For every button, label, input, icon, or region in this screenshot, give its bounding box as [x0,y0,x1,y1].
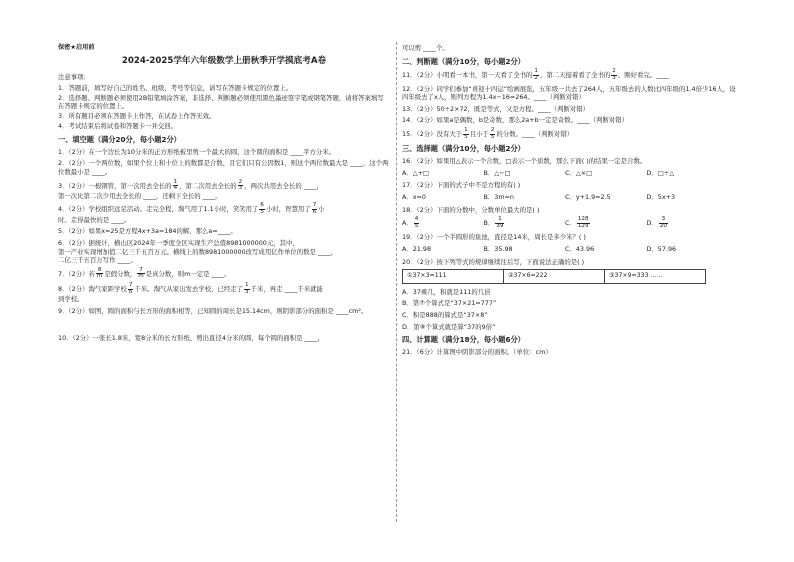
fraction: $\frac{1}{5}$ [464,127,468,140]
question-16: 16．（2分）如果用△表示一个合数，□表示一个质数，那么下面( )的结果一定是合数。 [402,157,647,166]
option: A．△+□ [402,168,430,177]
figure-space [58,318,390,334]
question-4: 4．（2分）学校组织远足活动。走完全程，淘气用了1.1小时，笑笑用了 $\frac{6}{5}$ 小时，智慧用了 $\frac{7}{6}$ 小 时。走得最快的是 ____。 [58,202,325,224]
option-20c: C．积是888的算式是“37×8” [402,310,488,319]
page-title: 2024-2025学年六年级数学上册秋季开学摸底考A卷 [121,56,327,67]
question-18: 18．（2分）下面的分数中，分数单位最大的是( ) [402,205,540,214]
option: A． $\frac{4}{5}$ [402,216,419,229]
notice-item: 1．答题前，填写好自己的姓名、班级、考号等信息，请写在答题卡规定的位置上。 [58,83,293,92]
fraction: $\frac{7}{m}$ [138,266,144,280]
question-2: 2．（2分）一个两位数，如果个位上和十位上的数都是合数，且它们只有公因数1，则这个两位数最大是 ____，这个两位数最小是 ____。 [58,159,389,176]
notice-block [58,73,390,131]
option-20d: D．第⑧个算式就是算“37的9倍” [402,322,496,331]
question-10-end: 可以剪 ____个。 [402,44,449,52]
option: C．43.96 [565,245,595,254]
question-15: 15．（2分）没有大于 $\frac{1}{5}$ 且小于 $\frac{2}{5}$ 的分数。____（判断对错） [402,127,574,140]
column-divider [396,42,397,522]
question-20: 20．（2分）按下列等式的规律继续往后写，下面说法正确的是( ) [402,257,585,266]
equation-cell: ③37×9=333 …… [609,272,663,280]
fraction: $\frac{7}{6}$ [312,202,317,216]
option: B．35.98 [483,245,513,254]
option: C．y+1.9=2.5 [565,192,611,201]
question-12: 12．（2分）同学们参加“喜迎十四运”绘画展览，五年级一共去了264人，五年级去的人数比四年级的1.4倍少16人，设四年级去了x人，则列方程为1.4x−16=264。____（判断对错） [402,84,736,102]
fraction: $\frac{2}{3}$ [238,178,243,192]
option: A．x=0 [402,192,426,201]
option: D．57.96 [646,245,677,254]
question-19: 19．（2分）一个半圆形的鱼池，直径是14米，周长是多少米？( ) [402,233,586,242]
option: D．□÷△ [646,168,675,177]
section-fill-blank: 一、填空题（满分20分，每小题2分） [58,134,181,144]
question-3: 3．（2分）一根钢管，第一次用去全长的 $\frac{1}{4}$ ，第二次用去全长的 $\frac{2}{3}$ ，两次共用去全长的 ____， 第一次比第二次少用去全长的 ____，还剩下全长的 ____。 [58,178,323,200]
notice-item: 2．选择题、判断题必须使用2B铅笔填涂答案，非选择、判断题必须使用黑色墨迹签字笔或钢笔答题，请将答案填写在答题卡规定的位置上。 [58,93,384,111]
option: B． $\frac{1}{39}$ [483,216,504,229]
question-11: 11．（2分）小明看一本书，第一天看了全书的 $\frac{1}{2}$ ，第二天接着看了全书的 $\frac{2}{3}$ ，刚好看完。____ [402,68,669,81]
fraction: $\frac{2}{3}$ [612,68,616,81]
question-13: 13．（2分）50÷2×72，既是等式，又是方程。____（判断对错） [402,104,590,113]
question-14: 14．（2分）如果a是偶数，b是奇数，那么2a+b一定是奇数。____（判断对错） [402,116,629,125]
secret-label: 保密★启用前 [58,44,95,51]
option: B．3m=n [483,192,514,201]
question-6: 6．（2分）据统计，横山区2024年一季度全区实现生产总值8981000000元，其中， 第一产业实现增加值二亿三千五百万元。横线上的数8981000000改写成用亿作单位的数是 ____， 二亿三千五百万写作 ____。 [58,238,338,265]
left-column [58,44,390,346]
right-column [402,44,736,360]
option: B．△−□ [483,168,511,177]
fraction: $\frac{8}{m}$ [96,266,103,280]
question-21: 21．（6分）计算图中阴影部分的面积。（单位：cm） [402,347,552,356]
notice-heading: 注意事项: [58,72,86,81]
option: D． $\frac{3}{20}$ [646,216,667,229]
option: C．△×□ [565,168,593,177]
options-19 [402,245,736,254]
option-20b: B．第⑦个算式是“37×21=777” [402,299,497,308]
section-calculation: 四、计算题（满分18分，每小题6分） [402,335,525,345]
options-17 [402,193,736,202]
question-5: 5．（2分）如果x=25是方程4x+3a=184的解，那么a=____。 [58,227,237,236]
fraction: $\frac{2}{5}$ [490,127,495,140]
section-choice: 三、选择题（满分10分，每小题2分） [402,144,525,154]
fraction: $\frac{6}{5}$ [260,202,264,216]
option: D．5x+3 [646,192,676,201]
option-20a: A．37乘几，积就是111的几倍 [402,287,491,296]
fraction: $\frac{1}{3}$ [245,282,249,295]
option: C． $\frac{128}{129}$ [565,216,589,229]
question-10: 10．（2分）一张长1.8米，宽8分米的长方形纸，剪出直径4分米的圆，每个圆的面积是 ____， [58,334,324,343]
options-18 [402,217,736,229]
question-9: 9．（2分）如图，圆的面积与长方形的面积相等，已知圆的周长是15.14cm，则阴影部分的面积是 ____cm²。 [58,306,368,315]
question-17: 17．（2分）下面的式子中不是方程的有( ) [402,181,521,190]
fraction: $\frac{1}{4}$ [173,178,178,192]
section-true-false: 二、判断题（满分10分，每小题2分） [402,56,525,66]
fraction: $\frac{1}{2}$ [534,68,538,81]
question-7: 7．（2分）若 $\frac{8}{m}$ 是假分数， $\frac{7}{m}$ 是真分数，则m一定是 ____。 [58,266,231,280]
notice-item: 3．所有题目必须在答题卡上作答，在试卷上作答无效。 [58,112,216,121]
fraction: $\frac{7}{6}$ [128,282,133,295]
question-8: 8．（2分）淘气家距学校 $\frac{7}{6}$ 千米。淘气从家出发去学校，已经走了 $\frac{1}{3}$ 千米，再走 ____千米就能 到学校。 [58,282,323,304]
equation-box [402,269,706,283]
notice-item: 4．考试结束后将试卷和答题卡一并交回。 [58,122,178,131]
options-16 [402,169,736,178]
question-1: 1．（2分）在一个边长为10分米的正方形纸板里剪一个最大的圆，这个圆的面积是 ____平方分米。 [58,147,336,156]
equation-cell: ①37×3=111 [403,270,504,282]
equation-cell: ②37×6=222 [504,270,605,282]
option: A．21.98 [402,245,432,254]
